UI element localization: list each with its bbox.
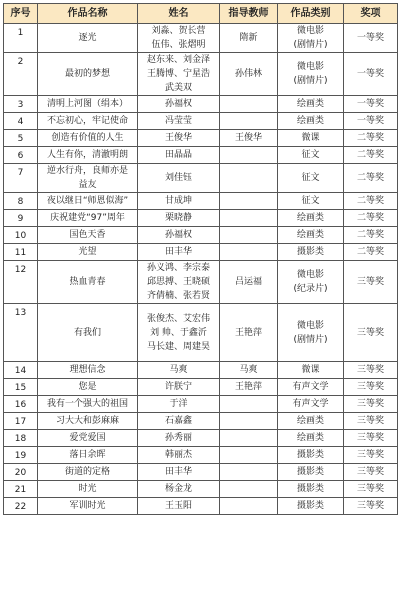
row-category: 微电影 (纪录片) bbox=[278, 261, 344, 304]
row-title: 有我们 bbox=[38, 304, 138, 362]
row-category: 征文 bbox=[278, 164, 344, 193]
row-category: 微电影 (剧情片) bbox=[278, 53, 344, 96]
row-category: 绘画类 bbox=[278, 96, 344, 113]
row-award: 三等奖 bbox=[344, 413, 398, 430]
row-title: 我有一个强大的祖国 bbox=[38, 396, 138, 413]
row-title: 热血青春 bbox=[38, 261, 138, 304]
row-teacher bbox=[220, 227, 278, 244]
row-teacher: 王艳萍 bbox=[220, 304, 278, 362]
row-index: 10 bbox=[4, 227, 38, 244]
row-category: 有声文学 bbox=[278, 379, 344, 396]
row-index: 13 bbox=[4, 304, 38, 362]
header-category: 作品类别 bbox=[278, 4, 344, 24]
row-category: 摄影类 bbox=[278, 498, 344, 515]
row-category: 绘画类 bbox=[278, 430, 344, 447]
header-teacher: 指导教师 bbox=[220, 4, 278, 24]
row-title: 夜以继日“师恩似海” bbox=[38, 193, 138, 210]
row-award: 二等奖 bbox=[344, 130, 398, 147]
row-title: 时光 bbox=[38, 481, 138, 498]
row-index: 12 bbox=[4, 261, 38, 304]
row-teacher bbox=[220, 481, 278, 498]
row-title: 逆水行舟，良师亦是 益友 bbox=[38, 164, 138, 193]
table-header-row bbox=[4, 4, 398, 24]
row-category: 微电影 (剧情片) bbox=[278, 24, 344, 53]
row-index: 8 bbox=[4, 193, 38, 210]
row-award: 一等奖 bbox=[344, 53, 398, 96]
row-teacher: 马爽 bbox=[220, 362, 278, 379]
header-names: 姓名 bbox=[138, 4, 220, 24]
row-teacher bbox=[220, 498, 278, 515]
table-row bbox=[4, 113, 398, 130]
row-category: 绘画类 bbox=[278, 210, 344, 227]
table-row bbox=[4, 164, 398, 193]
table-row bbox=[4, 53, 398, 96]
table-row bbox=[4, 193, 398, 210]
row-index: 2 bbox=[4, 53, 38, 96]
table-row bbox=[4, 464, 398, 481]
row-category: 摄影类 bbox=[278, 447, 344, 464]
row-category: 微课 bbox=[278, 130, 344, 147]
row-index: 5 bbox=[4, 130, 38, 147]
row-names: 张俊杰、艾宏伟 刘 帅、于鑫沂 马长建、周建昊 bbox=[138, 304, 220, 362]
row-teacher bbox=[220, 430, 278, 447]
row-category: 微电影 (剧情片) bbox=[278, 304, 344, 362]
row-teacher bbox=[220, 464, 278, 481]
row-title: 军训时光 bbox=[38, 498, 138, 515]
row-names: 刘佳钰 bbox=[138, 164, 220, 193]
row-award: 三等奖 bbox=[344, 379, 398, 396]
row-names: 赵东来、刘金泽 王腾博、宁星浩 武美双 bbox=[138, 53, 220, 96]
row-names: 冯莹莹 bbox=[138, 113, 220, 130]
row-title: 理想信念 bbox=[38, 362, 138, 379]
row-index: 14 bbox=[4, 362, 38, 379]
row-teacher bbox=[220, 244, 278, 261]
row-index: 3 bbox=[4, 96, 38, 113]
row-title: 创造有价值的人生 bbox=[38, 130, 138, 147]
row-index: 20 bbox=[4, 464, 38, 481]
row-title: 逐光 bbox=[38, 24, 138, 53]
row-index: 1 bbox=[4, 24, 38, 53]
row-index: 18 bbox=[4, 430, 38, 447]
row-index: 19 bbox=[4, 447, 38, 464]
row-category: 摄影类 bbox=[278, 481, 344, 498]
table-row bbox=[4, 261, 398, 304]
row-category: 微课 bbox=[278, 362, 344, 379]
row-award: 二等奖 bbox=[344, 164, 398, 193]
row-title: 光望 bbox=[38, 244, 138, 261]
row-index: 7 bbox=[4, 164, 38, 193]
row-award: 二等奖 bbox=[344, 244, 398, 261]
table-row bbox=[4, 447, 398, 464]
row-category: 绘画类 bbox=[278, 113, 344, 130]
row-names: 于洋 bbox=[138, 396, 220, 413]
row-category: 征文 bbox=[278, 193, 344, 210]
row-names: 王玉阳 bbox=[138, 498, 220, 515]
row-award: 二等奖 bbox=[344, 227, 398, 244]
table-row bbox=[4, 379, 398, 396]
row-award: 二等奖 bbox=[344, 210, 398, 227]
table-row bbox=[4, 362, 398, 379]
row-category: 有声文学 bbox=[278, 396, 344, 413]
row-names: 杨金龙 bbox=[138, 481, 220, 498]
row-award: 三等奖 bbox=[344, 261, 398, 304]
row-teacher bbox=[220, 113, 278, 130]
row-names: 田晶晶 bbox=[138, 147, 220, 164]
row-teacher bbox=[220, 210, 278, 227]
row-index: 15 bbox=[4, 379, 38, 396]
row-teacher: 吕运福 bbox=[220, 261, 278, 304]
row-category: 绘画类 bbox=[278, 227, 344, 244]
row-award: 二等奖 bbox=[344, 147, 398, 164]
row-index: 6 bbox=[4, 147, 38, 164]
award-list bbox=[3, 3, 397, 515]
header-index: 序号 bbox=[4, 4, 38, 24]
row-teacher bbox=[220, 396, 278, 413]
row-index: 11 bbox=[4, 244, 38, 261]
row-index: 22 bbox=[4, 498, 38, 515]
row-award: 一等奖 bbox=[344, 96, 398, 113]
awards-table bbox=[3, 3, 398, 515]
table-row bbox=[4, 210, 398, 227]
row-teacher: 孙伟林 bbox=[220, 53, 278, 96]
row-names: 刘淼、贺长营 伍伟、张熠明 bbox=[138, 24, 220, 53]
row-category: 绘画类 bbox=[278, 413, 344, 430]
row-teacher: 隋新 bbox=[220, 24, 278, 53]
row-title: 您是 bbox=[38, 379, 138, 396]
row-award: 三等奖 bbox=[344, 396, 398, 413]
row-title: 最初的梦想 bbox=[38, 53, 138, 96]
row-award: 三等奖 bbox=[344, 464, 398, 481]
row-teacher bbox=[220, 193, 278, 210]
row-award: 二等奖 bbox=[344, 193, 398, 210]
row-index: 4 bbox=[4, 113, 38, 130]
row-names: 栗晓静 bbox=[138, 210, 220, 227]
row-title: 习大大和彭麻麻 bbox=[38, 413, 138, 430]
row-teacher bbox=[220, 413, 278, 430]
row-names: 孙秀丽 bbox=[138, 430, 220, 447]
row-names: 马爽 bbox=[138, 362, 220, 379]
row-names: 甘成坤 bbox=[138, 193, 220, 210]
table-row bbox=[4, 430, 398, 447]
row-award: 一等奖 bbox=[344, 24, 398, 53]
row-title: 庆祝建党“97”周年 bbox=[38, 210, 138, 227]
row-names: 石嘉鑫 bbox=[138, 413, 220, 430]
table-row bbox=[4, 24, 398, 53]
table-row bbox=[4, 244, 398, 261]
table-row bbox=[4, 481, 398, 498]
row-teacher bbox=[220, 96, 278, 113]
row-teacher: 王俊华 bbox=[220, 130, 278, 147]
row-title: 不忘初心，牢记使命 bbox=[38, 113, 138, 130]
row-category: 摄影类 bbox=[278, 464, 344, 481]
row-index: 21 bbox=[4, 481, 38, 498]
row-award: 三等奖 bbox=[344, 447, 398, 464]
row-title: 落日余晖 bbox=[38, 447, 138, 464]
row-index: 17 bbox=[4, 413, 38, 430]
row-names: 许朕宁 bbox=[138, 379, 220, 396]
table-row bbox=[4, 304, 398, 362]
row-teacher bbox=[220, 447, 278, 464]
row-teacher bbox=[220, 147, 278, 164]
row-award: 三等奖 bbox=[344, 430, 398, 447]
row-category: 征文 bbox=[278, 147, 344, 164]
row-award: 三等奖 bbox=[344, 362, 398, 379]
row-index: 16 bbox=[4, 396, 38, 413]
table-row bbox=[4, 130, 398, 147]
row-award: 三等奖 bbox=[344, 304, 398, 362]
row-names: 孙义鸿、李宗泰 邱思搏、王晓硕 齐倩楠、张若贤 bbox=[138, 261, 220, 304]
row-title: 国色天香 bbox=[38, 227, 138, 244]
row-names: 田丰华 bbox=[138, 464, 220, 481]
row-title: 清明上河图（绢本） bbox=[38, 96, 138, 113]
row-category: 摄影类 bbox=[278, 244, 344, 261]
row-names: 田丰华 bbox=[138, 244, 220, 261]
row-names: 孙福权 bbox=[138, 96, 220, 113]
row-title: 街道的定格 bbox=[38, 464, 138, 481]
table-row bbox=[4, 413, 398, 430]
table-row bbox=[4, 147, 398, 164]
row-title: 人生有你，清澈明朗 bbox=[38, 147, 138, 164]
header-title: 作品名称 bbox=[38, 4, 138, 24]
row-names: 韩丽杰 bbox=[138, 447, 220, 464]
table-row bbox=[4, 396, 398, 413]
row-award: 一等奖 bbox=[344, 113, 398, 130]
table-row bbox=[4, 498, 398, 515]
row-teacher bbox=[220, 164, 278, 193]
row-award: 三等奖 bbox=[344, 498, 398, 515]
row-title: 爱党爱国 bbox=[38, 430, 138, 447]
header-award: 奖项 bbox=[344, 4, 398, 24]
row-teacher: 王艳萍 bbox=[220, 379, 278, 396]
table-row bbox=[4, 227, 398, 244]
table-row bbox=[4, 96, 398, 113]
row-names: 王俊华 bbox=[138, 130, 220, 147]
row-award: 三等奖 bbox=[344, 481, 398, 498]
row-index: 9 bbox=[4, 210, 38, 227]
row-names: 孙福权 bbox=[138, 227, 220, 244]
